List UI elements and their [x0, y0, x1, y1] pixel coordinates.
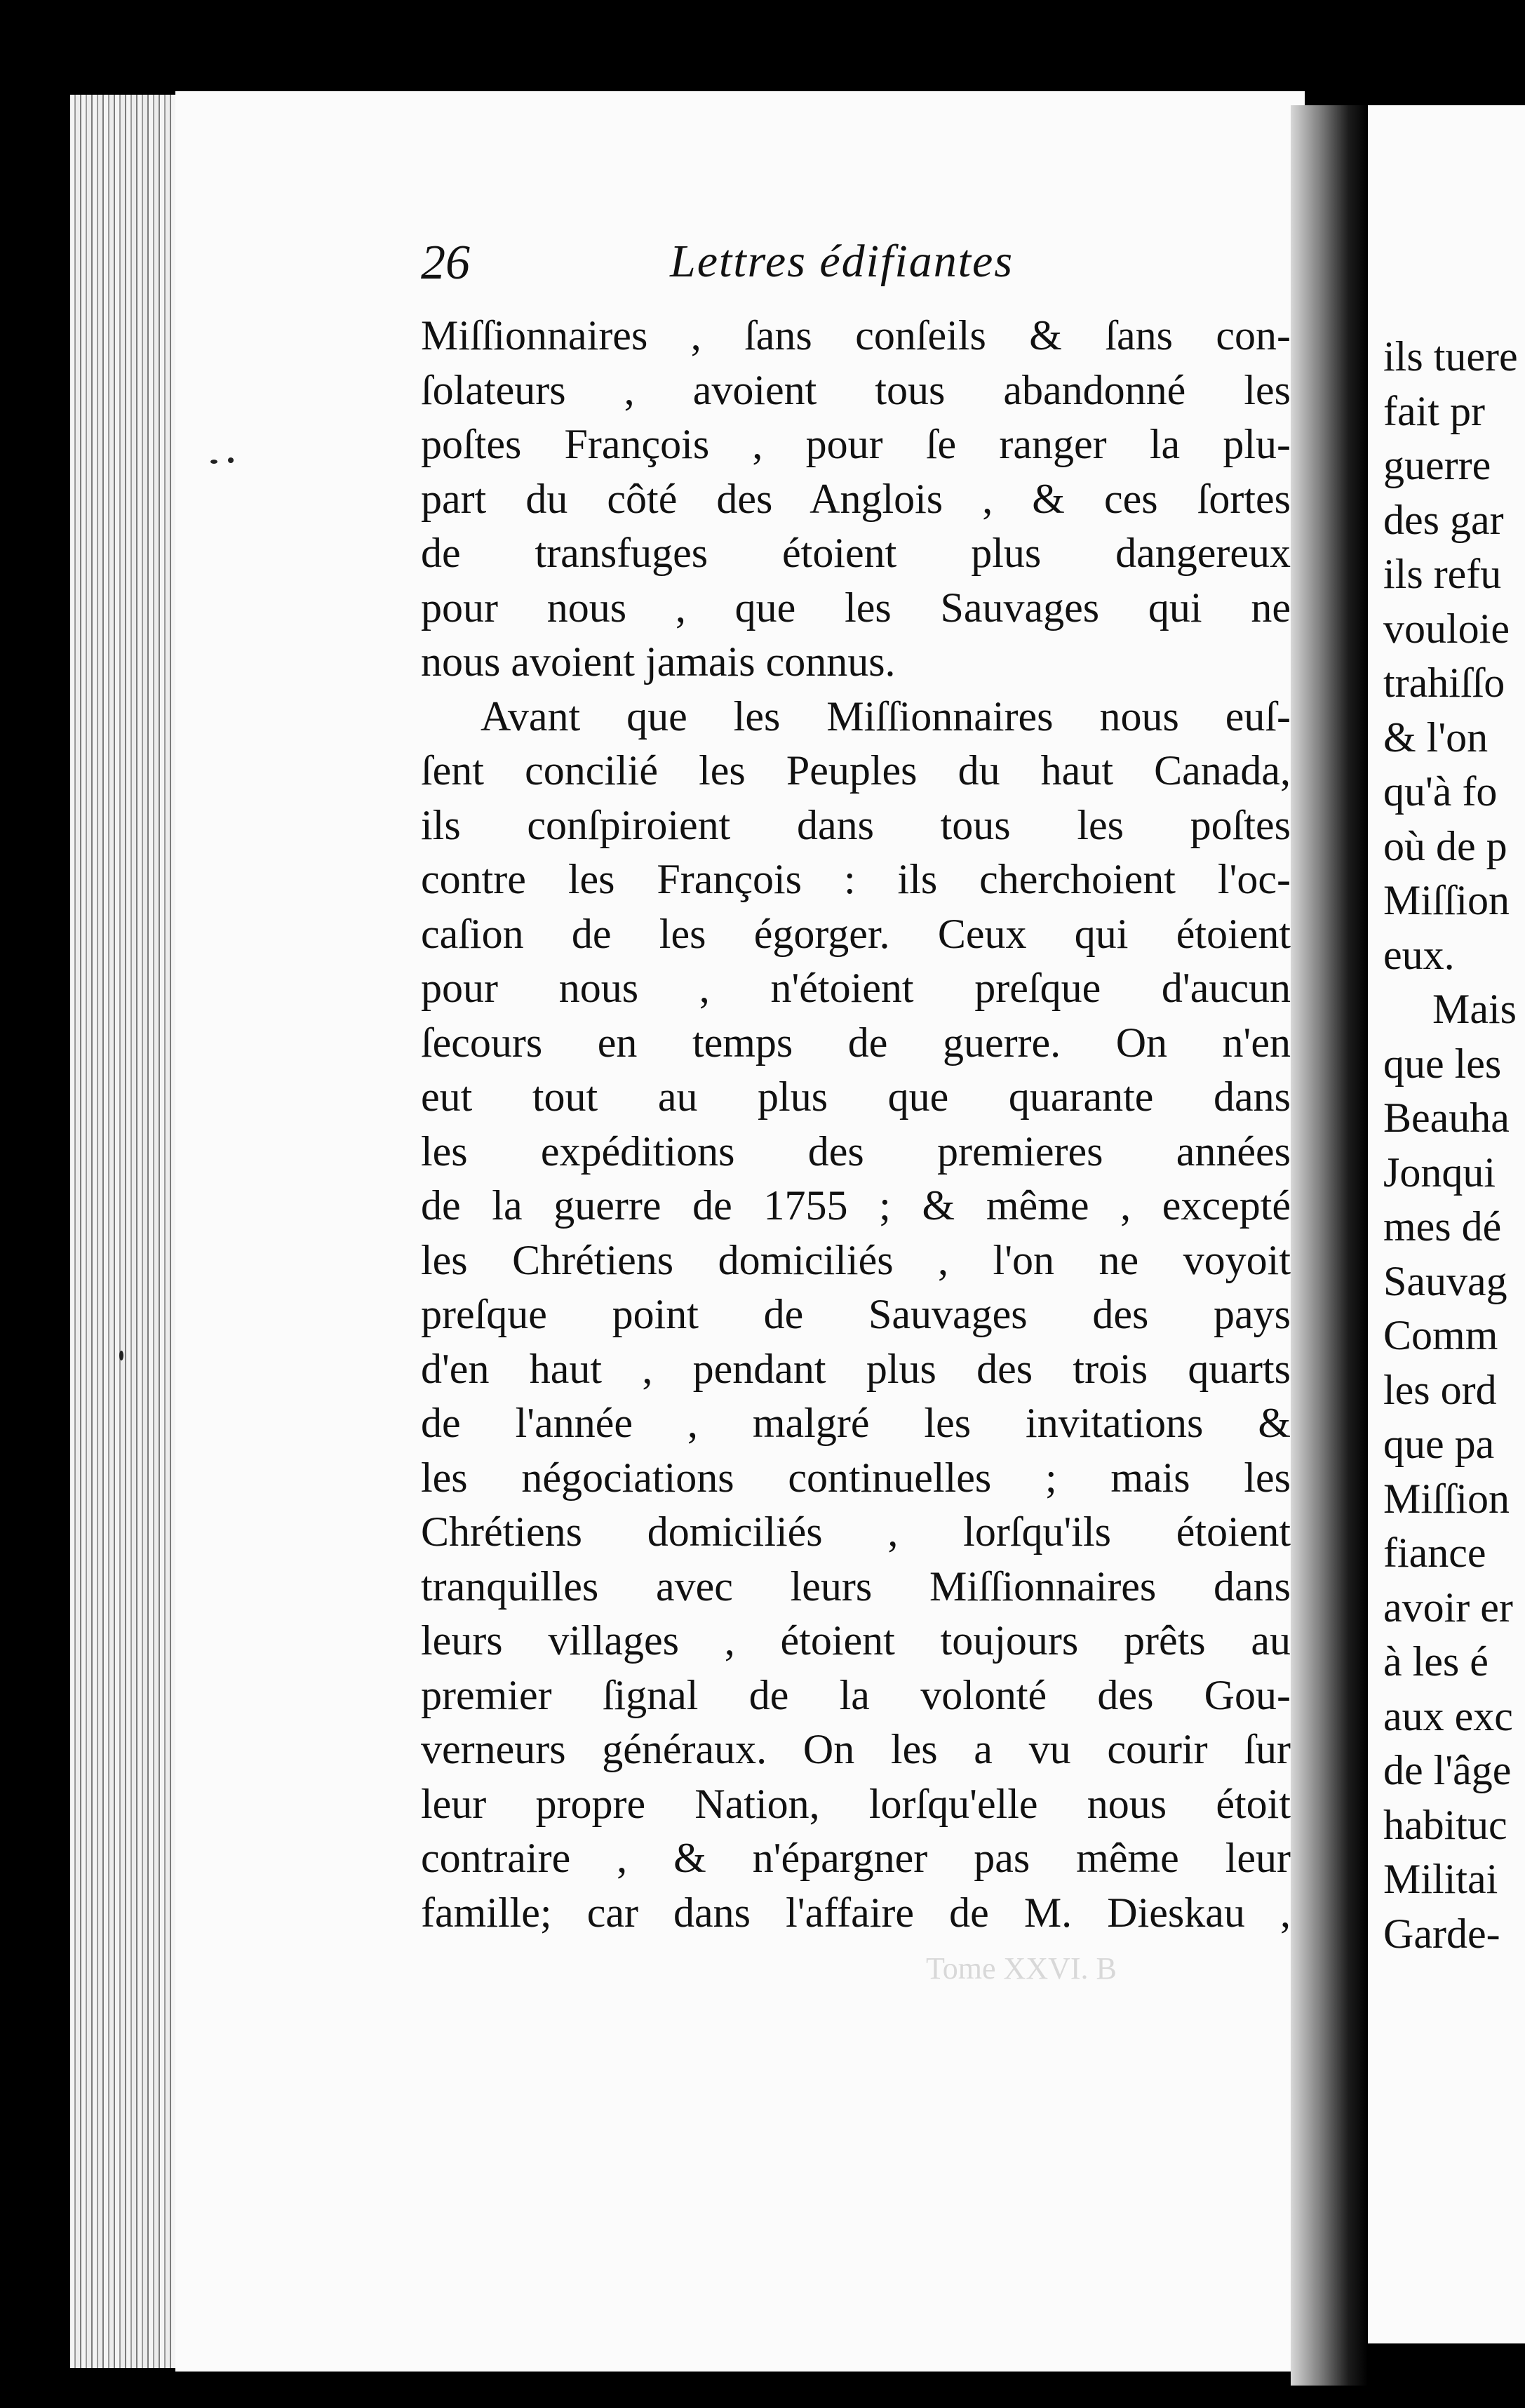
text-line: famille; car dans l'affaire de M. Dieskau ,	[421, 1889, 1291, 1936]
text-line: pour nous , que les Sauvages qui ne	[421, 584, 1291, 631]
text-line: habituc	[1383, 1801, 1507, 1848]
text-line: de transfuges étoient plus dangereux	[421, 530, 1291, 576]
text-line: Comm	[1383, 1312, 1498, 1358]
text-line: mes dé	[1383, 1203, 1502, 1250]
text-line: que pa	[1383, 1421, 1495, 1467]
scan-speck	[119, 1351, 123, 1360]
text-line: eux.	[1383, 931, 1455, 978]
text-line: de l'année , malgré les invitations &	[421, 1400, 1291, 1446]
text-line: leurs villages , étoient toujours prêts au	[421, 1617, 1291, 1664]
text-line: ils tuere	[1383, 333, 1518, 380]
text-line: les Chrétiens domiciliés , l'on ne voyoit	[421, 1236, 1291, 1283]
text-line: pour nous , n'étoient preſque d'aucun	[421, 965, 1291, 1011]
text-line: ils conſpiroient dans tous les poſtes	[421, 801, 1291, 848]
text-line: Avant que les Miſſionnaires nous euſ-	[481, 693, 1291, 740]
text-line: fait pr	[1383, 387, 1485, 434]
text-line: de la guerre de 1755 ; & même , excepté	[421, 1182, 1291, 1229]
text-line: ſolateurs , avoient tous abandonné les	[421, 366, 1291, 413]
text-line: eut tout au plus que quarante dans	[421, 1073, 1291, 1120]
text-line: des gar	[1383, 496, 1504, 543]
page-number: 26	[421, 236, 470, 290]
running-head-title: Lettres édifiantes	[670, 236, 1014, 287]
text-line: d'en haut , pendant plus des trois quarts	[421, 1345, 1291, 1392]
text-line: Miſſion	[1383, 877, 1510, 923]
page-edges	[70, 95, 175, 2368]
text-line: ſent concilié les Peuples du haut Canada,	[421, 747, 1291, 794]
text-line: Beauha	[1383, 1095, 1510, 1141]
text-line: Jonqui	[1383, 1149, 1496, 1196]
text-line: nous avoient jamais connus.	[421, 638, 896, 685]
text-line: où de p	[1383, 822, 1507, 869]
show-through-text: Tome XXVI. B	[926, 1951, 1117, 1986]
text-line: part du côté des Anglois , & ces ſortes	[421, 475, 1291, 522]
scan-speck	[228, 457, 234, 463]
right-page	[1368, 105, 1525, 2343]
text-line: contraire , & n'épargner pas même leur	[421, 1835, 1291, 1881]
text-line: Mais	[1432, 986, 1517, 1032]
text-line: de l'âge	[1383, 1747, 1512, 1793]
text-line: ils refu	[1383, 551, 1502, 597]
text-line: les ord	[1383, 1366, 1497, 1413]
text-line: Chrétiens domiciliés , lorſqu'ils étoient	[421, 1509, 1291, 1555]
text-line: avoir er	[1383, 1584, 1513, 1631]
left-page-text	[421, 309, 1291, 1940]
text-line: guerre	[1383, 442, 1491, 488]
text-line: que les	[1383, 1040, 1502, 1087]
text-line: qu'à fo	[1383, 768, 1498, 815]
book-gutter	[1291, 105, 1368, 2386]
text-line: vouloie	[1383, 605, 1510, 652]
text-line: Miſſion	[1383, 1475, 1510, 1522]
text-line: ſecours en temps de guerre. On n'en	[421, 1019, 1291, 1066]
text-line: aux exc	[1383, 1692, 1513, 1739]
text-line: contre les François : ils cherchoient l'oc-	[421, 856, 1291, 902]
text-line: les expéditions des premieres années	[421, 1128, 1291, 1175]
text-line: caſion de les égorger. Ceux qui étoient	[421, 910, 1291, 957]
text-line: preſque point de Sauvages des pays	[421, 1291, 1291, 1337]
text-line: Garde-	[1383, 1910, 1500, 1957]
text-line: à les é	[1383, 1638, 1489, 1685]
text-line: premier ſignal de la volonté des Gou-	[421, 1671, 1291, 1718]
text-line: leur propre Nation, lorſqu'elle nous étoit	[421, 1780, 1291, 1827]
text-line: poſtes François , pour ſe ranger la plu-	[421, 421, 1291, 467]
text-line: tranquilles avec leurs Miſſionnaires dans	[421, 1563, 1291, 1610]
text-line: Sauvag	[1383, 1257, 1507, 1304]
text-line: Militai	[1383, 1856, 1498, 1902]
right-page-text	[1383, 330, 1525, 1961]
text-line: & l'on	[1383, 714, 1489, 761]
scan-speck	[210, 460, 217, 464]
text-line: Miſſionnaires , ſans conſeils & ſans con-	[421, 312, 1291, 359]
text-line: fiance	[1383, 1530, 1486, 1576]
text-line: trahiſſo	[1383, 660, 1505, 706]
text-line: verneurs généraux. On les a vu courir ſur	[421, 1726, 1291, 1772]
text-line: les négociations continuelles ; mais les	[421, 1454, 1291, 1501]
